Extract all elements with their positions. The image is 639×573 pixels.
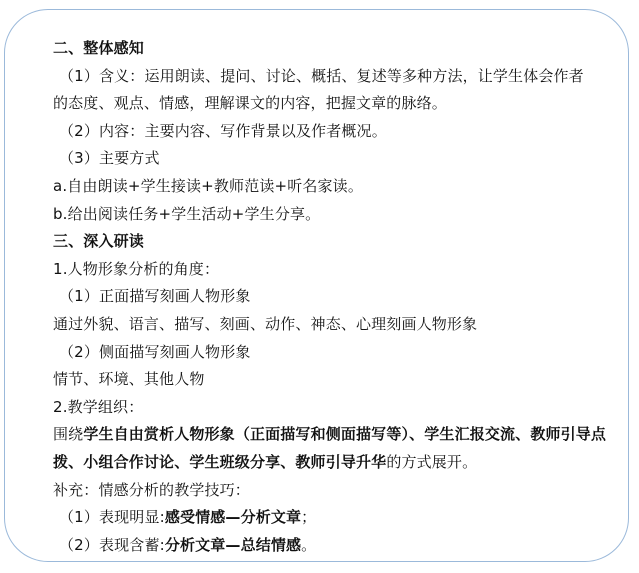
organization-suffix: 的方式展开。 [386, 452, 478, 471]
indirect-description-detail: 情节、环境、其他人物 [53, 370, 205, 389]
method-b: b.给出阅读任务+学生活动+学生分享。 [53, 204, 321, 223]
tip-obvious-bold: 感受情感—分析文章 [164, 508, 302, 527]
section-heading-overall: 二、整体感知 [53, 39, 144, 57]
tip-obvious [53, 504, 618, 532]
indirect-description-item: （2）侧面描写刻画人物形象 [59, 342, 251, 361]
content-item: （2）内容：主要内容、写作背景以及作者概况。 [59, 121, 387, 140]
methods-item: （3）主要方式 [59, 149, 160, 168]
method-a: a.自由朗读+学生接读+教师范读+听名家读。 [53, 176, 363, 195]
section-heading-deep-reading: 三、深入研读 [53, 232, 144, 251]
tip-subtle-bold: 分析文章—总结情感 [164, 535, 302, 554]
tip-subtle [53, 532, 618, 560]
character-analysis-point: 1.人物形象分析的角度： [53, 259, 220, 278]
supplement-heading: 补充：情感分析的教学技巧： [53, 480, 250, 499]
tip-obvious-suffix: ； [301, 508, 317, 527]
document-body [53, 35, 618, 559]
content-card [4, 9, 629, 562]
teaching-organization-point: 2.教学组织： [53, 397, 144, 416]
direct-description-item: （1）正面描写刻画人物形象 [59, 287, 251, 306]
organization-prefix: 围绕 [53, 425, 84, 444]
teaching-organization-paragraph [53, 421, 618, 476]
meaning-item: （1）含义：运用朗读、提问、讨论、概括、复述等多种方法，让学生体会作者 [59, 66, 584, 85]
organization-bold: 学生自由赏析人物形象（正面描写和侧面描写等）、学生汇报交流、教师引导点拨、小组合作讨论、学生班级分享、教师引导升华 [53, 425, 607, 471]
tip-subtle-prefix: （2）表现含蓄: [59, 535, 165, 554]
direct-description-detail: 通过外貌、语言、描写、刻画、动作、神态、心理刻画人物形象 [53, 314, 478, 333]
tip-obvious-prefix: （1）表现明显: [59, 508, 165, 527]
meaning-item-continued: 的态度、观点、情感，理解课文的内容，把握文章的脉络。 [53, 94, 447, 113]
tip-subtle-suffix: 。 [301, 535, 317, 554]
